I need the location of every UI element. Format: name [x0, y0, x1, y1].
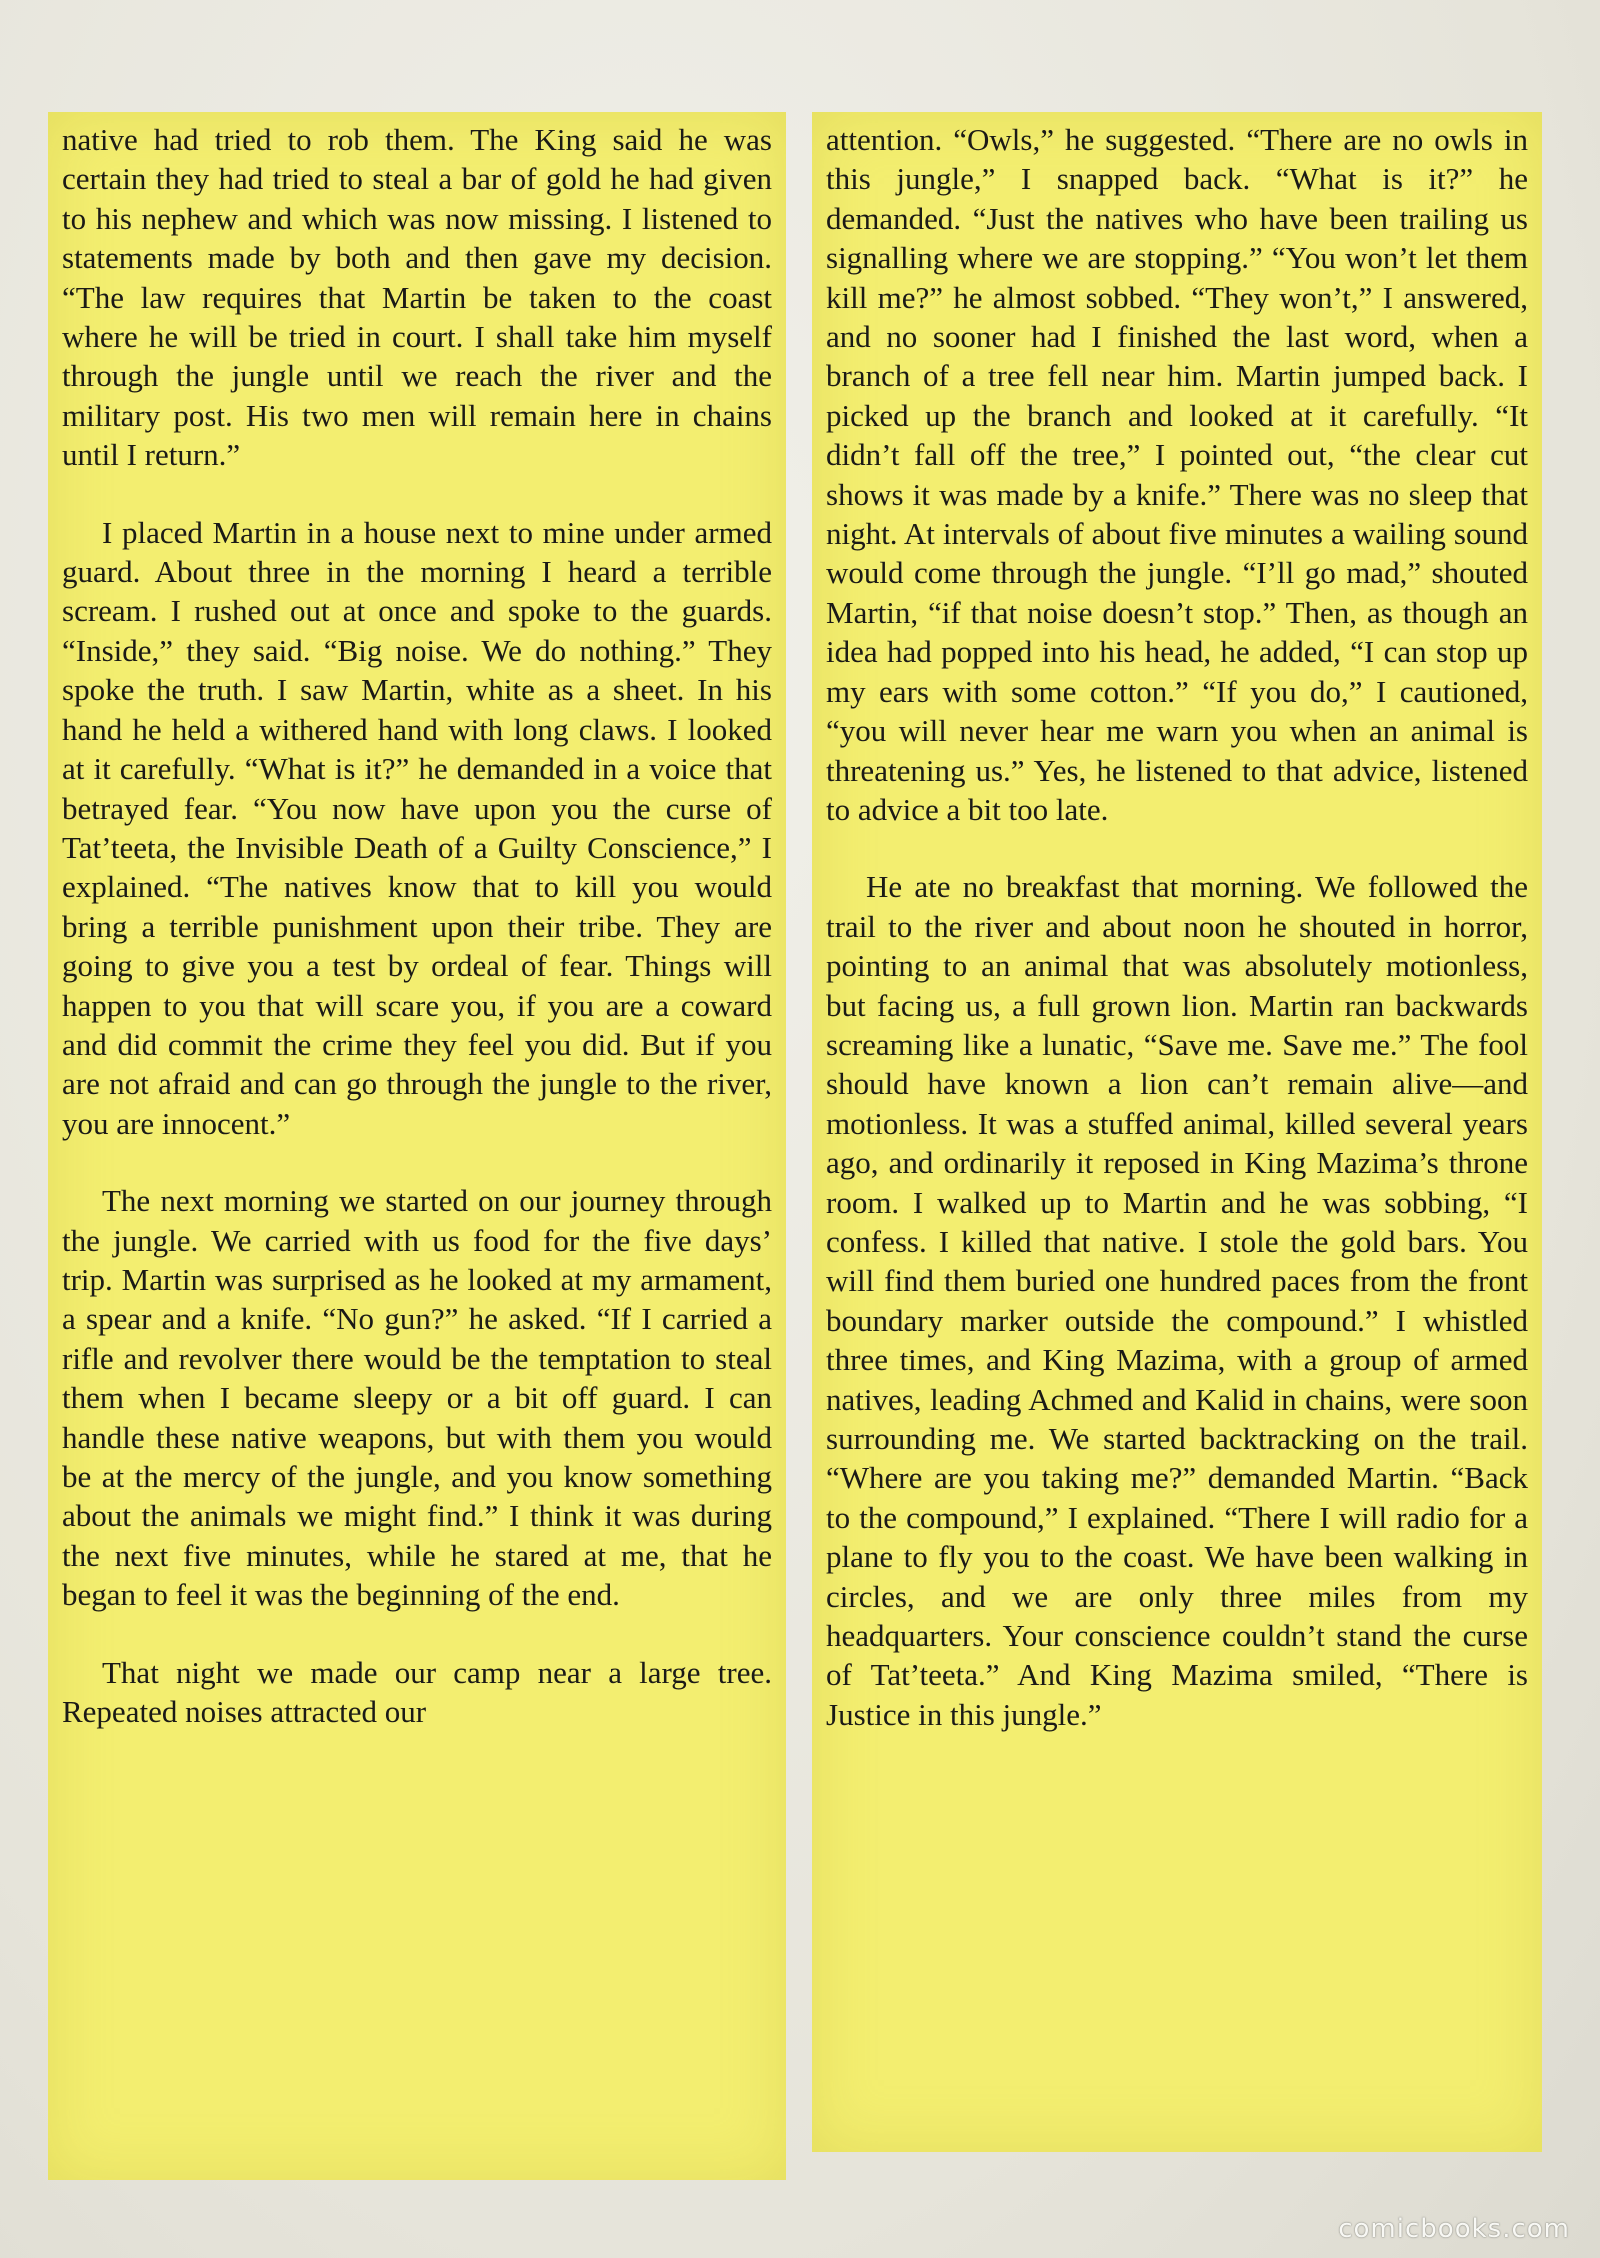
left-paragraph-2: I placed Martin in a house next to mine under armed guard. About three in the morning I heard a terrible scream. I rushed out at once and spoke to the guards. “Inside,” they said. “Big noise. We do nothing.” They spoke the truth. I saw Martin, white as a sheet. In his hand he held a withered hand with long claws. I looked at it carefully. “What is it?” he demanded in a voice that betrayed fear. “You now have upon you the curse of Tat’teeta, the Invisible Death of a Guilty Conscience,” I explained. “The natives know that to kill you would bring a terrible punishment upon their tribe. They are going to give you a test by ordeal of fear. Things will happen to you that will scare you, if you are a coward and did commit the crime they feel you did. But if you are not afraid and can go through the jungle to the river, you are innocent.” — [62, 514, 772, 1141]
left-text-column — [48, 112, 786, 2180]
right-text-column — [812, 112, 1542, 2152]
left-paragraph-1: native had tried to rob them. The King said he was certain they had tried to steal a bar of gold he had given to his nephew and which was now missing. I listened to statements made by both and then gave my decision. “The law requires that Martin be taken to the coast where he will be tried in court. I shall take him myself through the jungle until we reach the river and the military post. His two men will remain here in chains until I return.” — [62, 122, 772, 473]
left-paragraph-3: The next morning we started on our journey through the jungle. We carried with us food for the five days’ trip. Martin was surprised as he looked at my armament, a spear and a knife. “No gun?” he asked. “If I carried a rifle and revolver there would be the temptation to steal them when I became sleepy or a bit off guard. I can handle these native weapons, but with them you would be at the mercy of the jungle, and you know something about the animals we might find.” I think it was during the next five minutes, while he stared at me, that he began to feel it was the beginning of the end. — [62, 1183, 772, 1613]
right-paragraph-2: He ate no breakfast that morning. We followed the trail to the river and about noon he shouted in horror, pointing to an animal that was absolutely motionless, but facing us, a full grown lion. Martin ran backwards screaming like a lunatic, “Save me. Save me.” The fool should have known a lion can’t remain alive—and motionless. It was a stuffed animal, killed several years ago, and ordinarily it reposed in King Mazima’s throne room. I walked up to Martin and he was sobbing, “I confess. I killed that native. I stole the gold bars. You will find them buried one hundred paces from the front boundary marker outside the compound.” I whistled three times, and King Mazima, with a group of armed natives, leading Achmed and Kalid in chains, were soon surrounding me. We started backtracking on the trail. “Where are you taking me?” demanded Martin. “Back to the compound,” I explained. “There I will radio for a plane to fly you to the coast. We have been walking in circles, and we are only three miles from my headquarters. Your conscience couldn’t stand the curse of Tat’teeta.” And King Mazima smiled, “There is Justice in this jungle.” — [826, 869, 1528, 1732]
right-paragraph-1: attention. “Owls,” he suggested. “There are no owls in this jungle,” I snapped back. “What is it?” he demanded. “Just the natives who have been trailing us signalling where we are stopping.” “You won’t let them kill me?” he almost sobbed. “They won’t,” I answered, and no sooner had I finished the last word, when a branch of a tree fell near him. Martin jumped back. I picked up the branch and looked at it carefully. “It didn’t fall off the tree,” I pointed out, “the clear cut shows it was made by a knife.” There was no sleep that night. At intervals of about five minutes a wailing sound would come through the jungle. “I’ll go mad,” shouted Martin, “if that noise doesn’t stop.” Then, as though an idea had popped into his head, he added, “I can stop up my ears with some cotton.” “If you do,” I cautioned, “you will never hear me warn you when an animal is threatening us.” Yes, he listened to that advice, listened to advice a bit too late. — [826, 122, 1528, 827]
watermark-text: comicbooks.com — [1338, 2214, 1570, 2244]
left-paragraph-4: That night we made our camp near a large tree. Repeated noises attracted our — [62, 1654, 772, 1730]
